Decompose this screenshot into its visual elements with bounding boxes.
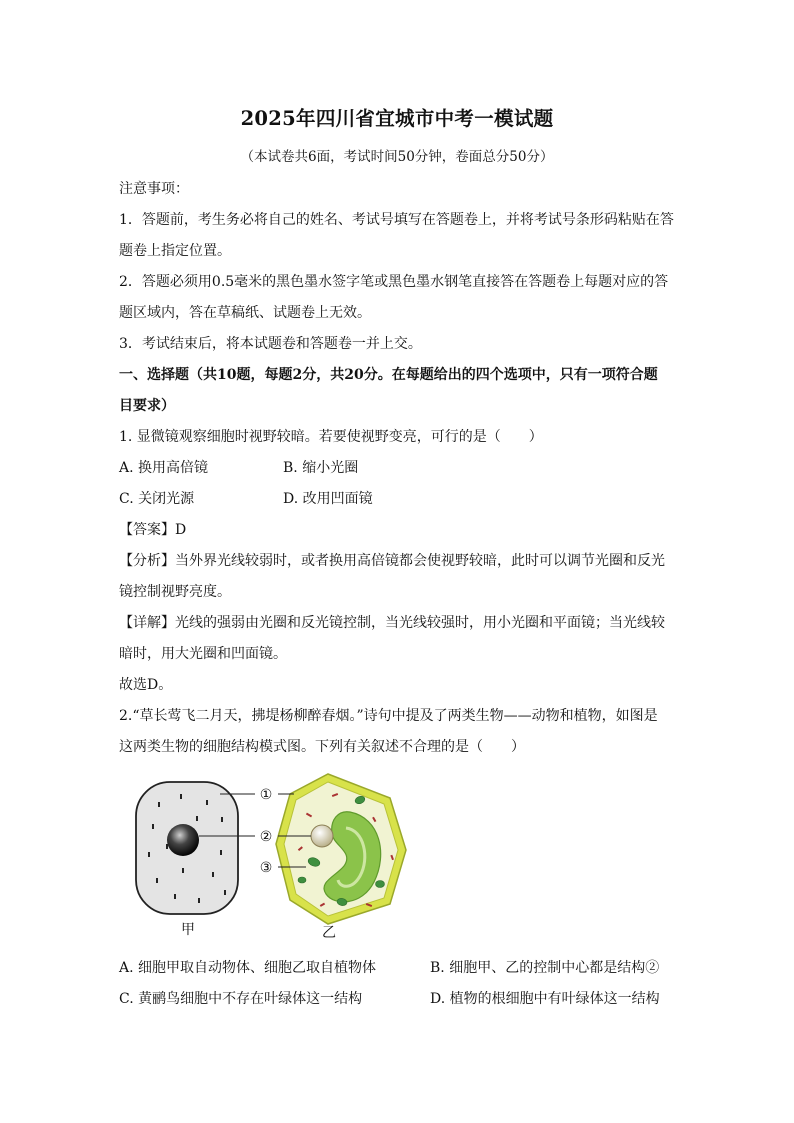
label-3: ③	[259, 860, 273, 876]
question-1-detail-line-1: 【详解】光线的强弱由光圈和反光镜控制，当光线较强时，用小光圈和平面镜；当光线较	[119, 615, 665, 631]
cell-structure-figure	[128, 772, 418, 946]
notes-item-1-line-1: 1．答题前，考生务必将自己的姓名、考试号填写在答题卷上，并将考试号条形码粘贴在答	[119, 212, 674, 228]
label-1: ①	[259, 787, 273, 803]
notes-item-2-line-1: 2．答题必须用0.5毫米的黑色墨水签字笔或黑色墨水钢笔直接答在答题卷上每题对应的答	[119, 274, 669, 290]
cell-diagram	[128, 772, 418, 942]
page-title: 2025年四川省宜城市中考一模试题	[240, 107, 554, 130]
notes-item-2-line-2: 题区域内，答在草稿纸、试题卷上无效。	[119, 305, 371, 321]
notes-item-3: 3．考试结束后，将本试题卷和答题卷一并上交。	[119, 336, 422, 352]
question-2-option-c: C. 黄鹂鸟细胞中不存在叶绿体这一结构	[119, 991, 363, 1007]
question-1-answer: 【答案】D	[119, 522, 187, 538]
question-2-stem-line-1: 2.“草长莺飞二月天，拂堤杨柳醉春烟。”诗句中提及了两类生物——动物和植物，如图是	[119, 708, 658, 724]
label-2: ②	[259, 829, 273, 845]
question-1-analysis-line-2: 镜控制视野亮度。	[119, 584, 231, 600]
question-2-stem-line-2: 这两类生物的细胞结构模式图。下列有关叙述不合理的是（ ）	[119, 739, 525, 755]
plant-cell-nucleus	[311, 825, 333, 847]
animal-cell-label: 甲	[181, 922, 195, 938]
question-2-option-d: D. 植物的根细胞中有叶绿体这一结构	[430, 991, 660, 1007]
plant-cell-label: 乙	[322, 925, 336, 941]
question-1-option-b: B. 缩小光圈	[283, 460, 359, 476]
notes-heading: 注意事项：	[119, 181, 189, 197]
section-heading-line-1: 一、选择题（共10题，每题2分，共20分。在每题给出的四个选项中，只有一项符合题	[119, 367, 658, 383]
question-1-option-c: C. 关闭光源	[119, 491, 195, 507]
page-subtitle: （本试卷共6面，考试时间50分钟，卷面总分50分）	[240, 149, 554, 165]
question-1-analysis-line-1: 【分析】当外界光线较弱时，或者换用高倍镜都会使视野较暗，此时可以调节光圈和反光	[119, 553, 665, 569]
question-2-option-a: A. 细胞甲取自动物体、细胞乙取自植物体	[119, 960, 377, 976]
question-1-conclusion: 故选D。	[119, 677, 173, 693]
question-1-detail-line-2: 暗时，用大光圈和凹面镜。	[119, 646, 287, 662]
question-1-option-a: A. 换用高倍镜	[119, 460, 209, 476]
animal-cell-nucleus	[167, 824, 199, 856]
section-heading-line-2: 目要求）	[119, 398, 175, 414]
question-2-option-b: B. 细胞甲、乙的控制中心都是结构②	[430, 960, 660, 976]
question-1-option-d: D. 改用凹面镜	[283, 491, 373, 507]
notes-item-1-line-2: 题卷上指定位置。	[119, 243, 231, 259]
question-1-stem: 1. 显微镜观察细胞时视野较暗。若要使视野变亮，可行的是（ ）	[119, 429, 543, 445]
